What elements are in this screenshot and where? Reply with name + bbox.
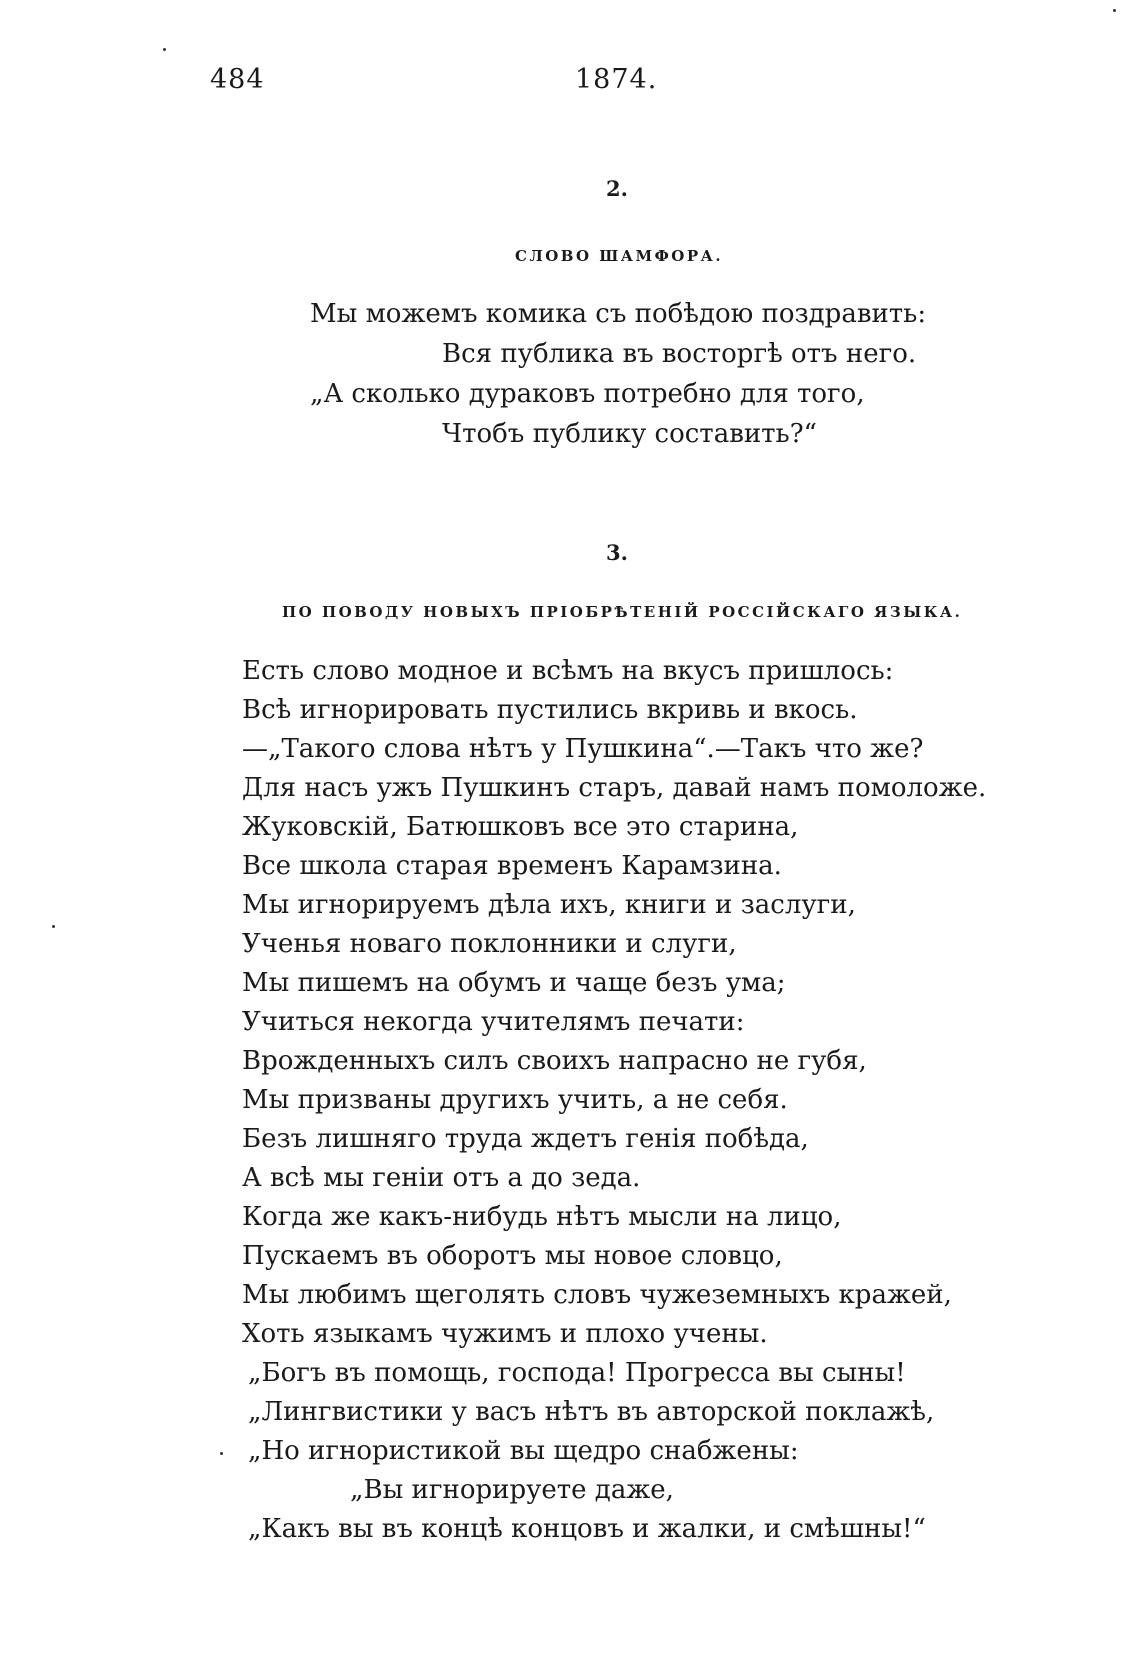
- poem-line: Врожденныхъ силъ своихъ напрасно не губя,: [242, 1046, 867, 1076]
- scan-speck: [52, 925, 55, 928]
- scan-speck: [163, 48, 166, 51]
- poem-line: —„Такого слова нѣтъ у Пушкина“.—Такъ что же?: [242, 734, 924, 764]
- poem-line: „Богъ въ помощь, господа! Прогресса вы сыны!: [248, 1358, 906, 1388]
- poem-line: Мы пишемъ на обумъ и чаще безъ ума;: [242, 968, 786, 998]
- poem-line: Всѣ игнорировать пустились вкривь и вкось.: [242, 695, 858, 725]
- scan-speck: [1113, 9, 1116, 12]
- scan-speck: [220, 1452, 223, 1455]
- section-3-title: ПО ПОВОДУ НОВЫХЪ ПРІОБРѢТЕНІЙ РОССІЙСКАГО ЯЗЫКА.: [282, 603, 963, 621]
- poem-line: „Вы игнорируете даже,: [350, 1475, 674, 1505]
- poem-line: Безъ лишняго труда ждетъ генія побѣда,: [242, 1124, 809, 1154]
- poem-line: Учиться некогда учителямъ печати:: [242, 1007, 745, 1037]
- poem-line: Вся публика въ восторгѣ отъ него.: [442, 339, 917, 369]
- page-year-header: 1874.: [575, 64, 658, 95]
- poem-line: „А сколько дураковъ потребно для того,: [310, 379, 865, 409]
- poem-line: „Лингвистики у васъ нѣтъ въ авторской поклажѣ,: [248, 1397, 935, 1427]
- poem-line: Для насъ ужъ Пушкинъ старъ, давай намъ помоложе.: [242, 773, 987, 803]
- poem-line: „Но игнористикой вы щедро снабжены:: [248, 1436, 799, 1466]
- poem-line: Мы игнорируемъ дѣла ихъ, книги и заслуги,: [242, 890, 856, 920]
- page-number: 484: [210, 64, 265, 95]
- poem-line: Мы призваны другихъ учить, а не себя.: [242, 1085, 788, 1115]
- poem-line: Чтобъ публику составить?“: [442, 419, 817, 449]
- poem-line: А всѣ мы геніи отъ а до зеда.: [242, 1163, 641, 1193]
- poem-line: Хоть языкамъ чужимъ и плохо учены.: [242, 1319, 768, 1349]
- section-2-number: 2.: [606, 176, 628, 201]
- section-2-title: СЛОВО ШАМФОРА.: [515, 247, 724, 265]
- poem-line: Мы можемъ комика съ побѣдою поздравить:: [310, 299, 927, 329]
- poem-line: Все школа старая временъ Карамзина.: [242, 851, 782, 881]
- poem-line: Ученья новаго поклонники и слуги,: [242, 929, 737, 959]
- poem-line: Мы любимъ щеголять словъ чужеземныхъ кражей,: [242, 1280, 952, 1310]
- poem-line: Есть слово модное и всѣмъ на вкусъ пришлось:: [242, 656, 894, 686]
- poem-line: Жуковскій, Батюшковъ все это старина,: [242, 812, 799, 842]
- poem-line: Пускаемъ въ оборотъ мы новое словцо,: [242, 1241, 783, 1271]
- section-3-number: 3.: [606, 540, 628, 565]
- poem-line: „Какъ вы въ концѣ концовъ и жалки, и смѣшны!“: [248, 1514, 926, 1544]
- poem-line: Когда же какъ-нибудь нѣтъ мысли на лицо,: [242, 1202, 842, 1232]
